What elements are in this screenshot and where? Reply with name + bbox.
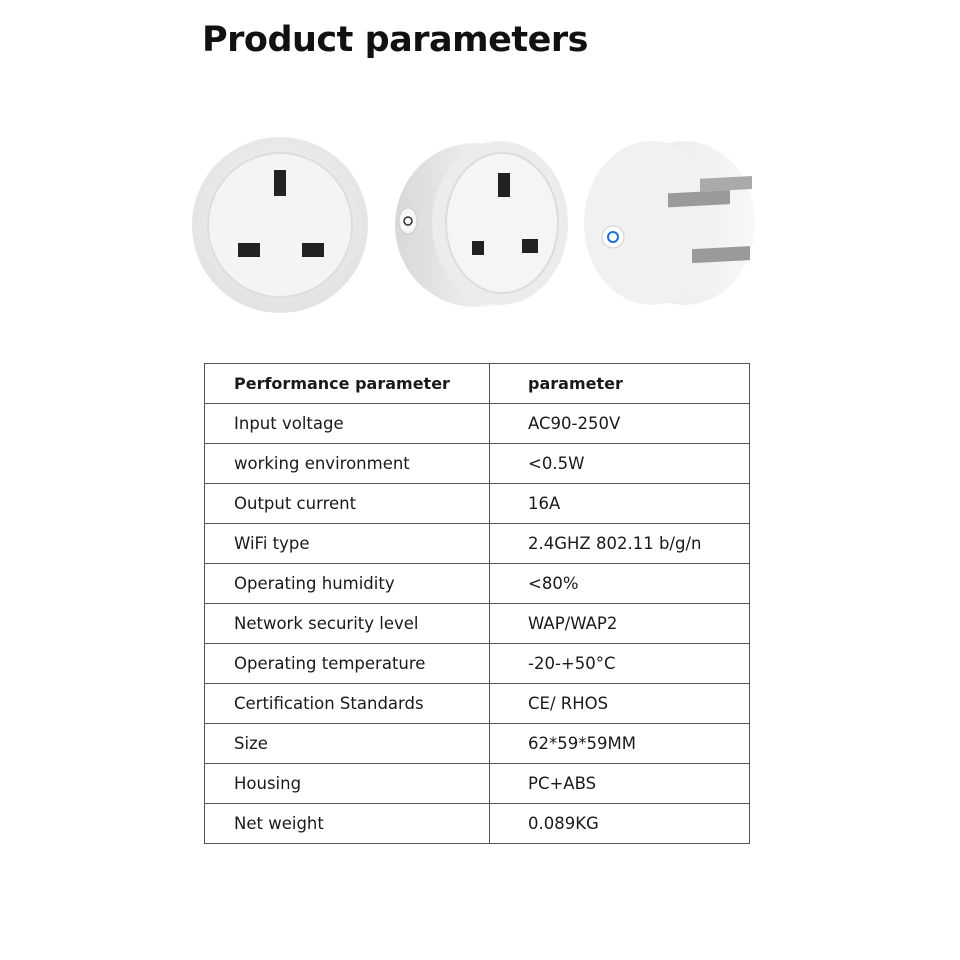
table-row (205, 564, 750, 604)
row-value: 62*59*59MM (490, 724, 750, 764)
table-row (205, 484, 750, 524)
smart-plug-angled-image (390, 135, 580, 315)
row-value: PC+ABS (490, 764, 750, 804)
row-label: Network security level (205, 604, 490, 644)
column-header-performance-parameter: Performance parameter (205, 364, 490, 404)
column-header-parameter: parameter (490, 364, 750, 404)
row-label: Size (205, 724, 490, 764)
table-row (205, 524, 750, 564)
row-label: Output current (205, 484, 490, 524)
table-row (205, 444, 750, 484)
smart-plug-rear-image (580, 135, 775, 315)
row-value: 0.089KG (490, 804, 750, 844)
table-row (205, 804, 750, 844)
table-row (205, 644, 750, 684)
table-row (205, 684, 750, 724)
row-value: <0.5W (490, 444, 750, 484)
row-label: Input voltage (205, 404, 490, 444)
row-value: 16A (490, 484, 750, 524)
row-value: AC90-250V (490, 404, 750, 444)
product-images (185, 135, 775, 325)
smart-plug-front-image (190, 135, 370, 315)
row-value: WAP/WAP2 (490, 604, 750, 644)
row-label: WiFi type (205, 524, 490, 564)
spec-table (204, 363, 750, 844)
row-label: working environment (205, 444, 490, 484)
table-row (205, 604, 750, 644)
row-value: <80% (490, 564, 750, 604)
table-header-row (205, 364, 750, 404)
table-row (205, 764, 750, 804)
row-value: 2.4GHZ 802.11 b/g/n (490, 524, 750, 564)
row-value: CE/ RHOS (490, 684, 750, 724)
row-label: Net weight (205, 804, 490, 844)
table-row (205, 404, 750, 444)
row-label: Operating temperature (205, 644, 490, 684)
table-row (205, 724, 750, 764)
row-label: Certification Standards (205, 684, 490, 724)
page-title: Product parameters (202, 20, 588, 60)
row-label: Housing (205, 764, 490, 804)
row-label: Operating humidity (205, 564, 490, 604)
row-value: -20-+50°C (490, 644, 750, 684)
